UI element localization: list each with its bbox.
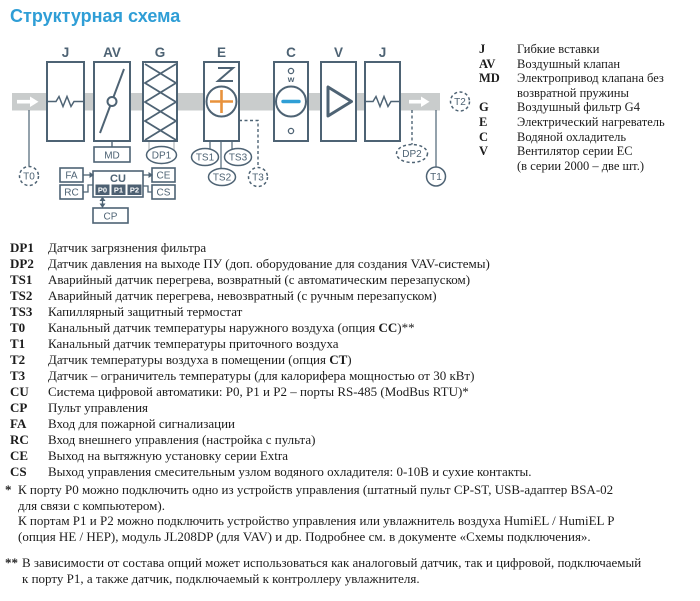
- box-label-av: AV: [103, 45, 121, 60]
- cu-cp-arrow: [100, 197, 106, 209]
- md-label: MD: [104, 150, 120, 162]
- t1-label: T1: [430, 172, 442, 183]
- list-item: FA Вход для пожарной сигнализации: [10, 416, 235, 431]
- water-label: w: [287, 74, 295, 84]
- ts2-label: TS2: [212, 172, 232, 184]
- box-label-c: C: [286, 45, 296, 60]
- abbreviation-list: [10, 240, 698, 480]
- box-label-j2: J: [378, 45, 387, 60]
- list-item: TS1 Аварийный датчик перегрева, возвратный (с автоматическим перезапуском): [10, 272, 471, 287]
- dp2-label: DP2: [402, 149, 422, 160]
- list-item: TS3 Капиллярный защитный термостат: [10, 304, 243, 319]
- port-p2-label: P2: [129, 185, 140, 195]
- list-item: RC Вход внешнего управления (настройка с пульта): [10, 432, 316, 447]
- port-p0-label: P0: [97, 185, 108, 195]
- list-item: CE Выход на вытяжную установку серии Extra: [10, 448, 289, 463]
- list-item: TS2 Аварийный датчик перегрева, невозвратный (с ручным перезапуском): [10, 288, 437, 303]
- component-legend: [479, 42, 699, 173]
- fa-label: FA: [65, 170, 78, 182]
- list-item: T3 Датчик – ограничитель температуры (для калорифера мощностью от 30 кВт): [10, 368, 475, 383]
- legend-item: E Электрический нагреватель: [479, 114, 665, 129]
- list-item: CU Система цифровой автоматики: P0, P1 и P2 – порты RS-485 (ModBus RTU)*: [10, 384, 469, 399]
- t2-label: T2: [454, 97, 466, 108]
- list-item: DP1 Датчик загрязнения фильтра: [10, 240, 207, 255]
- legend-item: MD Электропривод клапана без возвратной пружины: [479, 71, 664, 100]
- t0-label: T0: [23, 171, 35, 183]
- page-title: Структурная схема: [10, 6, 181, 26]
- cs-label: CS: [156, 187, 171, 199]
- footnote-double-star: ** В зависимости от состава опций может использоваться как аналоговый датчик, так и цифровой, подключаемый к порту P1, а также датчик, подключаемый к контроллеру увлажнителя.: [5, 555, 642, 586]
- ts1-label: TS1: [195, 152, 215, 164]
- list-item: DP2 Датчик давления на выходе ПУ (доп. оборудование для создания VAV-системы): [10, 256, 490, 271]
- rc-label: RC: [64, 187, 79, 199]
- ce-label: CE: [156, 170, 171, 182]
- footnote-double-star-mark: **: [5, 555, 18, 570]
- legend-item: J Гибкие вставки: [479, 42, 600, 56]
- list-item: CS Выход управления смесительным узлом водяного охладителя: 0-10В и сухие контакты.: [10, 464, 532, 479]
- box-label-v: V: [333, 45, 344, 60]
- cp-label: CP: [103, 211, 118, 223]
- list-item: CP Пульт управления: [10, 400, 149, 415]
- legend-item: AV Воздушный клапан: [479, 56, 621, 71]
- legend-item: C Водяной охладитель: [479, 129, 627, 144]
- legend-item: G Воздушный фильтр G4: [479, 100, 640, 115]
- list-item: T2 Датчик температуры воздуха в помещении (опция СТ): [10, 352, 352, 367]
- cu-label: CU: [110, 173, 126, 185]
- cu-cs-link: [143, 186, 152, 192]
- list-item: T0 Канальный датчик температуры наружного воздуха (опция СС)**: [10, 320, 415, 335]
- box-label-j1: J: [61, 45, 70, 60]
- box-label-e: E: [216, 45, 227, 60]
- port-p1-label: P1: [113, 185, 124, 195]
- footnote-star-mark: *: [5, 482, 12, 497]
- dp1-label: DP1: [151, 150, 172, 162]
- t3-label: T3: [252, 172, 264, 184]
- rc-cu-link: [83, 185, 93, 192]
- box-label-g: G: [154, 45, 166, 60]
- list-item: T1 Канальный датчик температуры приточного воздуха: [10, 336, 339, 351]
- footnote-star: * К порту P0 можно подключить одно из устройств управления (штатный пульт CP-ST, USB-адаптер BSA-02 для связи с компьютером). К портам P1 и P2 можно подключить устройство управления или увлажнитель воздуха HumiEL / HumiEL P (опция HE / HEP), модуль JL208DP (для VAV) и др. Подробнее см. в документе «Схемы подключения».: [5, 482, 615, 544]
- legend-item: V Вентилятор серии ЕС (в серии 2000 – две шт.): [479, 144, 644, 173]
- ts3-label: TS3: [228, 152, 248, 164]
